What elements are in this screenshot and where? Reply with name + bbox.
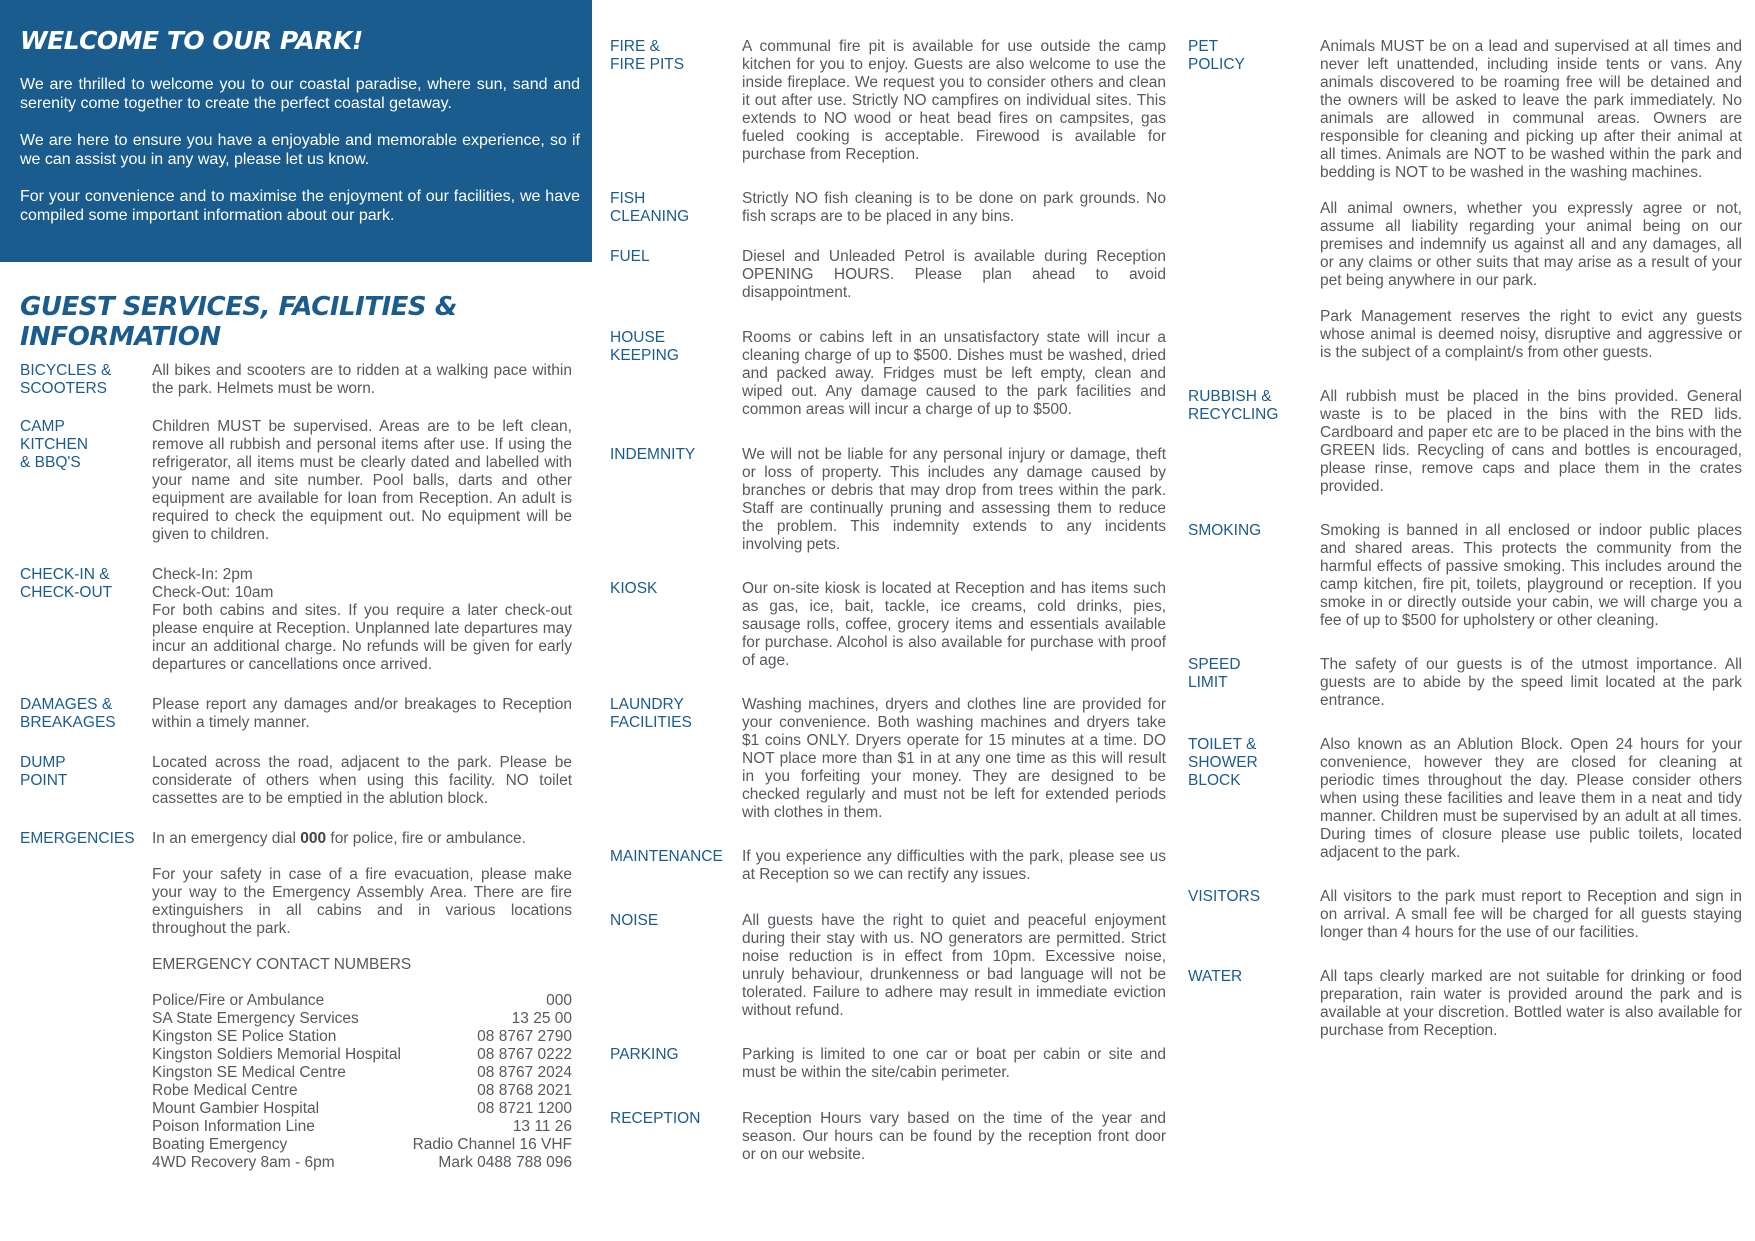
column-right <box>1188 38 1742 1062</box>
section-damages <box>20 696 572 732</box>
contact-number: 13 11 26 <box>512 1118 572 1135</box>
section-label: BICYCLES & SCOOTERS <box>20 362 112 397</box>
section-label: EMERGENCIES <box>20 830 135 847</box>
section-label: CHECK-IN & CHECK-OUT <box>20 566 113 601</box>
contact-row <box>152 1118 572 1136</box>
column-left <box>0 0 592 1171</box>
section-body: Diesel and Unleaded Petrol is available during Reception OPENING HOURS. Please plan ahead to avoid disappointment. <box>742 248 1166 301</box>
section-rubbish <box>1188 388 1742 496</box>
section-check-in <box>20 566 572 674</box>
emergency-dial-line <box>152 830 572 848</box>
section-label: FUEL <box>610 248 650 265</box>
section-indemnity <box>610 446 1166 554</box>
section-label: SMOKING <box>1188 522 1262 539</box>
section-laundry <box>610 696 1166 822</box>
section-label: KIOSK <box>610 580 658 597</box>
section-label: TOILET & SHOWER BLOCK <box>1188 736 1258 789</box>
section-emergencies <box>20 830 572 1172</box>
pet-policy-paragraph: Animals MUST be on a lead and supervised at all times and never left unattended, including inside tents or vans. Any animals discovered to be roaming free will be detained and the owners will be asked to leave the park immediately. No animals are allowed in communal areas. Owners are responsible for cleaning and picking up after their animal at all times. Animals are NOT to be washed within the park and bedding is NOT to be washed in the washing machines. <box>1320 38 1742 181</box>
section-body: Our on-site kiosk is located at Reception and has items such as gas, ice, bait, tackle, ice creams, cold drinks, pies, sausage rolls, coffee, grocery items and essentials available for purchase. Alcohol is also available for purchase with proof of age. <box>742 580 1166 669</box>
section-bicycles <box>20 362 572 398</box>
welcome-paragraph: We are here to ensure you have a enjoyable and memorable experience, so if we can assist you in any way, please let us know. <box>20 132 580 168</box>
section-water <box>1188 968 1742 1040</box>
section-speed-limit <box>1188 656 1742 710</box>
section-label: MAINTENANCE <box>610 848 723 865</box>
section-label: PET POLICY <box>1188 38 1245 73</box>
section-label: LAUNDRY FACILITIES <box>610 696 692 731</box>
section-camp-kitchen <box>20 418 572 544</box>
welcome-paragraph: For your convenience and to maximise the enjoyment of our facilities, we have compiled some important information about our park. <box>20 188 580 224</box>
contact-row <box>152 1064 572 1082</box>
section-toilet-block <box>1188 736 1742 862</box>
welcome-title: WELCOME TO OUR PARK! <box>20 26 363 55</box>
section-smoking <box>1188 522 1742 630</box>
contact-name: Mount Gambier Hospital <box>152 1100 320 1117</box>
section-body: All bikes and scooters are to ridden at a walking pace within the park. Helmets must be worn. <box>152 362 572 397</box>
section-body: Washing machines, dryers and clothes line are provided for your convenience. Both washing machines and dryers take $1 coins ONLY. Dryers operate for 15 minutes at a time. DO NOT place more than $1 in at any one time as this will result in you forfeiting your money. They are designed to be checked regularly and must not be left for extended periods with clothes in them. <box>742 696 1166 821</box>
pet-policy-paragraph: Park Management reserves the right to evict any guests whose animal is deemed noisy, disruptive and aggressive or is the subject of a complaint/s from other guests. <box>1320 308 1742 361</box>
contact-name: 4WD Recovery 8am - 6pm <box>152 1154 335 1171</box>
column-middle <box>610 38 1166 1186</box>
section-fuel <box>610 248 1166 302</box>
section-visitors <box>1188 888 1742 942</box>
contact-row <box>152 1010 572 1028</box>
contact-row <box>152 1154 572 1172</box>
section-label: DAMAGES & BREAKAGES <box>20 696 116 731</box>
emergency-contacts-title: EMERGENCY CONTACT NUMBERS <box>152 956 412 973</box>
section-body: The safety of our guests is of the utmost importance. All guests are to abide by the speed limit located at the park entrance. <box>1320 656 1742 709</box>
section-maintenance <box>610 848 1166 884</box>
section-body: Strictly NO fish cleaning is to be done on park grounds. No fish scraps are to be placed in any bins. <box>742 190 1166 225</box>
section-body: All taps clearly marked are not suitable for drinking or food preparation, rain water is provided around the park and is available at your discretion. Bottled water is also available for purchase from Reception. <box>1320 968 1742 1039</box>
contact-number: Radio Channel 16 VHF <box>412 1136 572 1153</box>
section-label: CAMP KITCHEN & BBQ'S <box>20 418 89 471</box>
section-body: All guests have the right to quiet and peaceful enjoyment during their stay with us. NO generators are permitted. Strict noise reduction is in effect from 10pm. Excessive noise, unruly behaviour, drunkenness or bad language will not be tolerated. Failure to adhere may result in immediate eviction without refund. <box>742 912 1166 1019</box>
section-label: NOISE <box>610 912 659 929</box>
welcome-paragraph: We are thrilled to welcome you to our coastal paradise, where sun, sand and serenity come together to create the perfect coastal getaway. <box>20 76 580 112</box>
contact-number: Mark 0488 788 096 <box>438 1154 572 1171</box>
contact-number: 08 8721 1200 <box>477 1100 572 1117</box>
pet-policy-paragraph: All animal owners, whether you expressly agree or not, assume all liability regarding your animal being on our premises and indemnify us against all and any damages, all or any claims or other suits that may arise as a result of your pet being anywhere in our park. <box>1320 200 1742 289</box>
guest-services-title: GUEST SERVICES, FACILITIES & INFORMATION <box>20 292 457 352</box>
contact-name: Police/Fire or Ambulance <box>152 992 325 1009</box>
contact-row <box>152 1136 572 1154</box>
contact-name: Robe Medical Centre <box>152 1082 298 1099</box>
section-body: Please report any damages and/or breakages to Reception within a timely manner. <box>152 696 572 731</box>
contact-row <box>152 992 572 1010</box>
contact-number: 08 8767 2024 <box>477 1064 572 1081</box>
contact-number: 13 25 00 <box>511 1010 572 1027</box>
section-noise <box>610 912 1166 1020</box>
sections-left <box>20 362 572 1194</box>
section-body: If you experience any difficulties with the park, please see us at Reception so we can rectify any issues. <box>742 848 1166 883</box>
emergency-text: for police, fire or ambulance. <box>326 830 526 847</box>
section-body: Rooms or cabins left in an unsatisfactory state will incur a cleaning charge of up to $500. Dishes must be washed, dried and packed away. Fridges must be left empty, clean and wiped out. Any damage caused to the park facilities and common areas will incur a charge of up to $500. <box>742 329 1166 418</box>
section-body <box>1320 38 1742 362</box>
section-label: VISITORS <box>1188 888 1261 905</box>
section-body: All rubbish must be placed in the bins provided. General waste is to be placed in the bins with the RED lids. Cardboard and paper etc are to be placed in the bins with the GREEN lids. Recycling of cans and bottles is encouraged, please rinse, remove caps and place them in the crates provided. <box>1320 388 1742 495</box>
section-body: Located across the road, adjacent to the park. Please be considerate of others when using this facility. NO toilet cassettes are to be emptied in the ablution block. <box>152 754 572 807</box>
section-body: Smoking is banned in all enclosed or indoor public places and shared areas. This protects the community from the harmful effects of passive smoking. This includes around the camp kitchen, fire pit, toilets, playground or reception. If you smoke in or directly outside your cabin, we will charge you a fee of up to $500 for upholstery or other cleaning. <box>1320 522 1742 629</box>
section-label: DUMP POINT <box>20 754 68 789</box>
section-fire-pits <box>610 38 1166 164</box>
contact-row <box>152 1100 572 1118</box>
section-label: RECEPTION <box>610 1110 701 1127</box>
section-body: Also known as an Ablution Block. Open 24 hours for your convenience, however they are closed for cleaning at periodic times throughout the day. Please consider others when using these facilities and leave them in a neat and tidy manner. Children must be supervised by an adult at all times. During times of closure please use public toilets, located adjacent to the park. <box>1320 736 1742 861</box>
contact-number: 000 <box>546 992 572 1009</box>
section-body: All visitors to the park must report to Reception and sign in on arrival. A small fee will be charged for all guests staying longer than 4 hours for the use of our facilities. <box>1320 888 1742 941</box>
section-body: Reception Hours vary based on the time of the year and season. Our hours can be found by the reception front door or on our website. <box>742 1110 1166 1163</box>
contact-row <box>152 1028 572 1046</box>
section-body <box>152 830 572 1172</box>
contact-row <box>152 1046 572 1064</box>
emergency-number: 000 <box>300 830 327 847</box>
emergency-contacts-list <box>152 992 572 1172</box>
fire-evacuation-text: For your safety in case of a fire evacuation, please make your way to the Emergency Assembly Area. There are fire extinguishers in all cabins and in various locations throughout the park. <box>152 866 572 937</box>
section-body: A communal fire pit is available for use outside the camp kitchen for you to enjoy. Guests are also welcome to use the inside fireplace. We request you to consider others and clean it out after use. Strictly NO campfires on individual sites. This extends to NO wood or heat bead fires on campsites, gas fueled cooking is acceptable. Firewood is available for purchase from Reception. <box>742 38 1166 163</box>
section-label: HOUSE KEEPING <box>610 329 679 364</box>
section-label: SPEED LIMIT <box>1188 656 1241 691</box>
welcome-panel <box>0 0 592 262</box>
section-body: Parking is limited to one car or boat per cabin or site and must be within the site/cabin perimeter. <box>742 1046 1166 1081</box>
emergency-text: In an emergency dial <box>152 830 301 847</box>
contact-number: 08 8767 2790 <box>477 1028 572 1045</box>
section-label: INDEMNITY <box>610 446 696 463</box>
contact-name: Kingston Soldiers Memorial Hospital <box>152 1046 401 1063</box>
section-kiosk <box>610 580 1166 670</box>
section-label: FIRE & FIRE PITS <box>610 38 685 73</box>
section-label: RUBBISH & RECYCLING <box>1188 388 1279 423</box>
section-label: WATER <box>1188 968 1243 985</box>
section-label: FISH CLEANING <box>610 190 690 225</box>
section-dump-point <box>20 754 572 808</box>
section-fish-cleaning <box>610 190 1166 226</box>
section-body: We will not be liable for any personal injury or damage, theft or loss of property. This includes any damage caused by branches or debris that may drop from trees within the park. Staff are continually pruning and assessing them to reduce the problem. This indemnity extends to any incidents involving pets. <box>742 446 1166 553</box>
section-reception <box>610 1110 1166 1164</box>
contact-name: SA State Emergency Services <box>152 1010 359 1027</box>
contact-name: Boating Emergency <box>152 1136 288 1153</box>
section-parking <box>610 1046 1166 1082</box>
contact-number: 08 8768 2021 <box>477 1082 572 1099</box>
contact-name: Poison Information Line <box>152 1118 315 1135</box>
section-label: PARKING <box>610 1046 679 1063</box>
section-pet-policy <box>1188 38 1742 362</box>
section-housekeeping <box>610 329 1166 419</box>
contact-name: Kingston SE Medical Centre <box>152 1064 346 1081</box>
contact-number: 08 8767 0222 <box>477 1046 572 1063</box>
section-body: Children MUST be supervised. Areas are to be left clean, remove all rubbish and personal items after use. If using the refrigerator, all items must be clearly dated and labelled with your name and site number. Pool balls, darts and other equipment are available for loan from Reception. An adult is required to check the equipment out. No equipment will be given to children. <box>152 418 572 543</box>
section-body: Check-In: 2pm Check-Out: 10am For both cabins and sites. If you require a later check-out please enquire at Reception. Unplanned late departures may incur an additional charge. No refunds will be given for early departures or cancellations once arrived. <box>152 566 572 673</box>
contact-name: Kingston SE Police Station <box>152 1028 337 1045</box>
contact-row <box>152 1082 572 1100</box>
